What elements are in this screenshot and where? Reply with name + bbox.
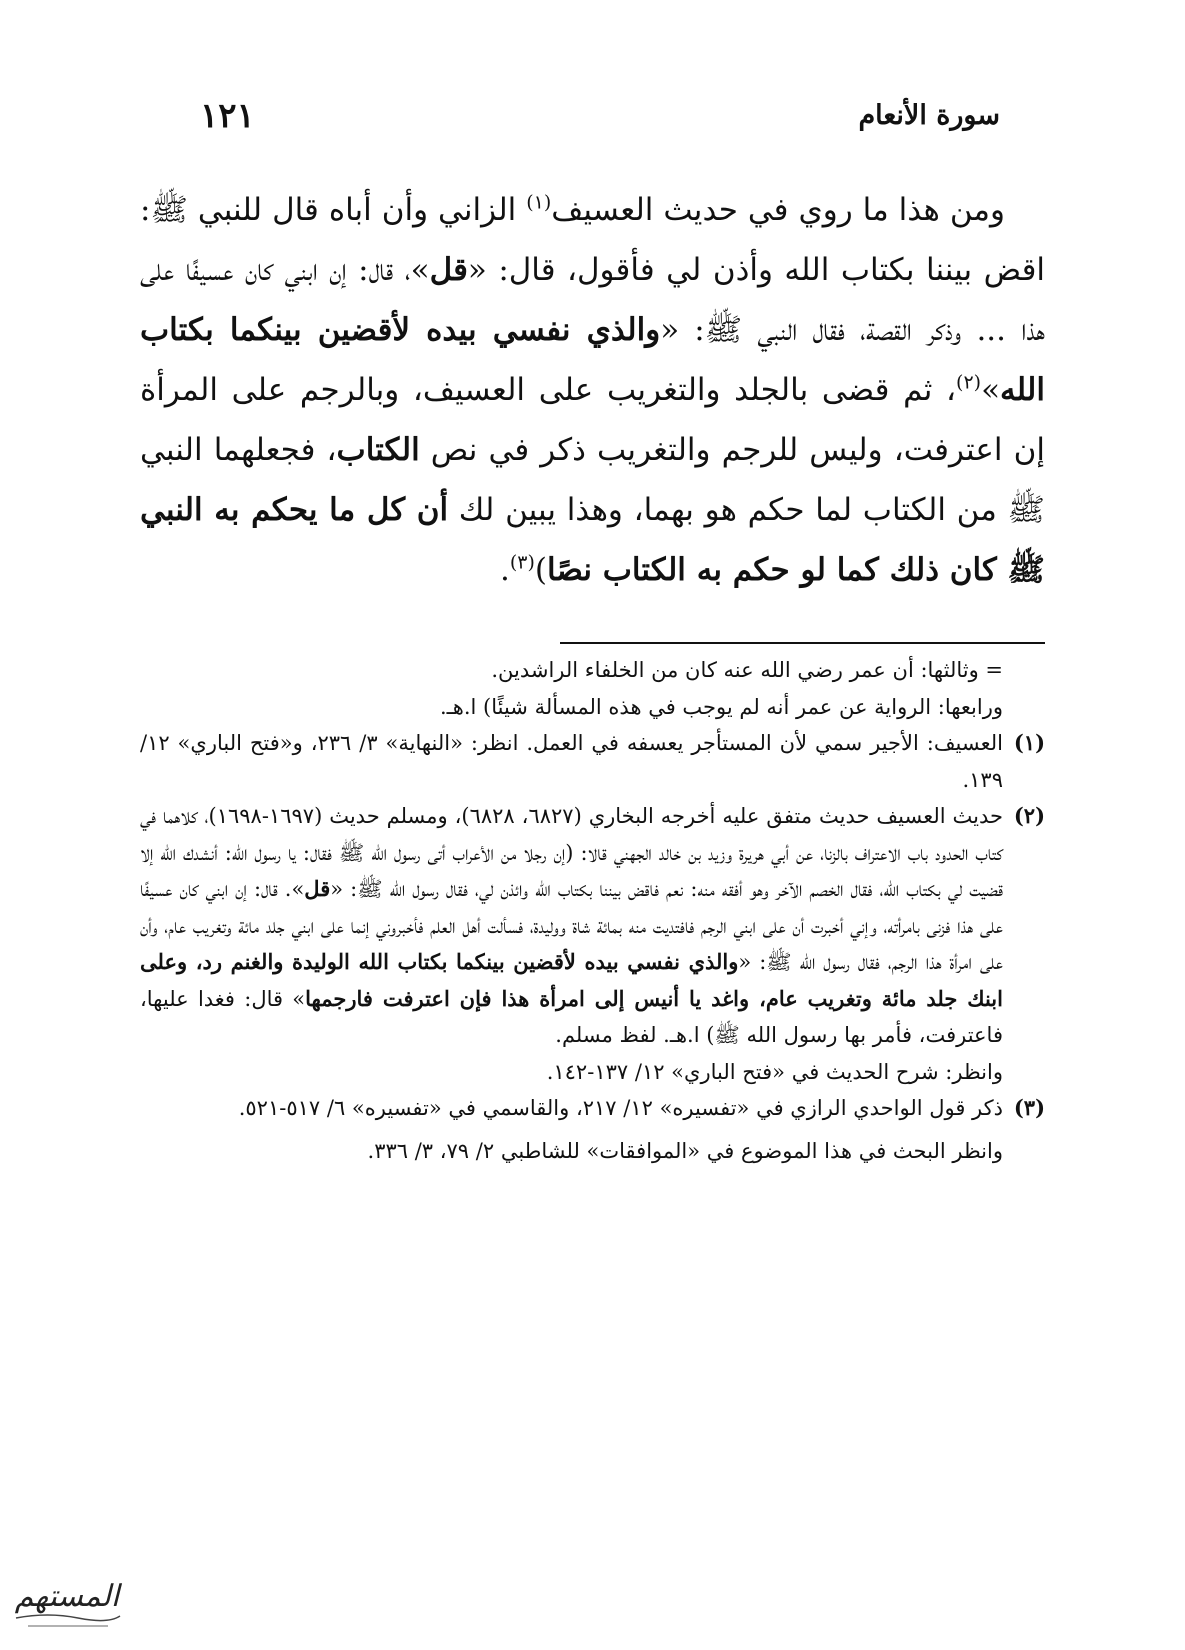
- footnote-reference: وانظر البحث في هذا الموضوع في «الموافقات» للشاطبي ٢/ ٧٩، ٣/ ٣٣٦.: [367, 1138, 1003, 1163]
- logo-flourish: [16, 1615, 120, 1621]
- footnote-separator: [560, 642, 1045, 644]
- text-run: »: [981, 372, 1001, 408]
- footnote-ref-3: (٣): [509, 551, 535, 574]
- text-run: الزاني وأن أباه قال للنبي ﷺ: اقض بيننا بكتاب الله وأذن لي فأقول، قال: «: [140, 192, 1046, 288]
- footnote-text: [140, 798, 1003, 1054]
- text-run: »، قال: إن ابني كان عسيفًا على هذا ... وذكر القصة، فقال النبي ﷺ: «: [140, 252, 1045, 348]
- footnote-ref-2: (٢): [956, 371, 982, 394]
- quote-bold: والذي نفسي بيده لأقضين بينكما بكتاب الله: [140, 312, 1045, 408]
- footnote-3: [140, 1090, 1045, 1127]
- footnote-continuation: = وثالثها: أن عمر رضي الله عنه كان من الخلفاء الراشدين.: [491, 658, 1003, 682]
- bold-run: أن كل ما يحكم به النبي ﷺ كان ذلك كما لو حكم به الكتاب نصًا: [140, 492, 1045, 588]
- main-paragraph: [140, 180, 1045, 600]
- text-run: ، فجعلهما النبي ﷺ من الكتاب لما حكم هو بهما، وهذا يبين لك: [140, 432, 1045, 528]
- text-run: حديث العسيف حديث متفق عليه أخرجه البخاري (٦٨٢٧، ٦٨٢٨)، ومسلم حديث (١٦٩٧-١٦٩٨)، كلاهما في كتاب الحدود باب الاعتراف بالزنا، عن أبي هريرة وزيد بن خالد الجهني قالا: (إن رجلا من الأعراب أتى رسول الله ﷺ فقال: يا رسول الله: أنشدك الله إلا قضيت لي بكتاب الله، فقال الخصم الآخر وهو أفقه منه: نعم فاقض بيننا بكتاب الله وائذن لي، فقال رسول الله ﷺ: «: [140, 804, 1003, 901]
- text-run: » قال: فغدا عليها، فاعترفت، فأمر بها رسول الله ﷺ) ا.هـ. لفظ مسلم.: [140, 986, 1003, 1047]
- surah-title: سورة الأنعام: [858, 100, 1000, 131]
- footnote-number: (٢): [1013, 803, 1045, 828]
- text-run: ): [534, 552, 547, 588]
- footnotes: [140, 652, 1045, 1169]
- footnote-text: العسيف: الأجير سمي لأن المستأجر يعسفه في العمل. انظر: «النهاية» ٣/ ٢٣٦، و«فتح الباري» ١٢/ ١٣٩.: [140, 731, 1003, 792]
- quote-bold: قل: [304, 876, 331, 901]
- quote-bold: قل: [429, 252, 468, 288]
- footnote-number: (٣): [1013, 1095, 1045, 1120]
- publisher-logo: [8, 1566, 126, 1638]
- page-number: ١٢١: [200, 96, 255, 136]
- footnote-continuation: ورابعها: الرواية عن عمر أنه لم يوجب في هذه المسألة شيئًا) ا.هـ.: [439, 694, 1003, 719]
- footnote-number: (١): [1013, 730, 1045, 755]
- page-header: [0, 96, 1185, 150]
- text-run: ». قال: إن ابني كان عسيفًا على هذا فزنى بامرأته، وإني أخبرت أن على ابني الرجم فافتديت منه بمائة شاة ووليدة، فسألت أهل العلم فأخبروني إنما على ابني جلد مائة وتغريب عام، وأن على امرأة هذا الرجم، فقال رسول الله ﷺ: «: [140, 877, 1003, 974]
- footnote-1: [140, 725, 1045, 798]
- footnote-reference: وانظر: شرح الحديث في «فتح الباري» ١٢/ ١٣٧-١٤٢.: [546, 1059, 1003, 1084]
- text-run: ، ثم قضى بالجلد والتغريب على العسيف، وبالرجم على المرأة إن اعترفت، وليس للرجم والتغريب ذكر في نص: [140, 372, 1045, 468]
- footnote-2: [140, 798, 1045, 1054]
- quote-bold: والذي نفسي بيده لأقضين بينكما بكتاب الله الوليدة والغنم رد، وعلى ابنك جلد مائة وتغريب عام، واغد يا أنيس إلى امرأة هذا فإن اعترفت فارجمها: [140, 949, 1003, 1011]
- footnote-ref-1: (١): [526, 191, 552, 214]
- bold-run: الكتاب: [336, 432, 420, 468]
- footnote-text: ذكر قول الواحدي الرازي في «تفسيره» ١٢/ ٢١٧، والقاسمي في «تفسيره» ٦/ ٥١٧-٥٢١.: [238, 1096, 1003, 1120]
- text-run: ومن هذا ما روي في حديث العسيف: [551, 192, 1006, 228]
- main-text: [140, 180, 1045, 600]
- text-run: .: [499, 552, 510, 588]
- logo-text: المستهم: [14, 1579, 120, 1614]
